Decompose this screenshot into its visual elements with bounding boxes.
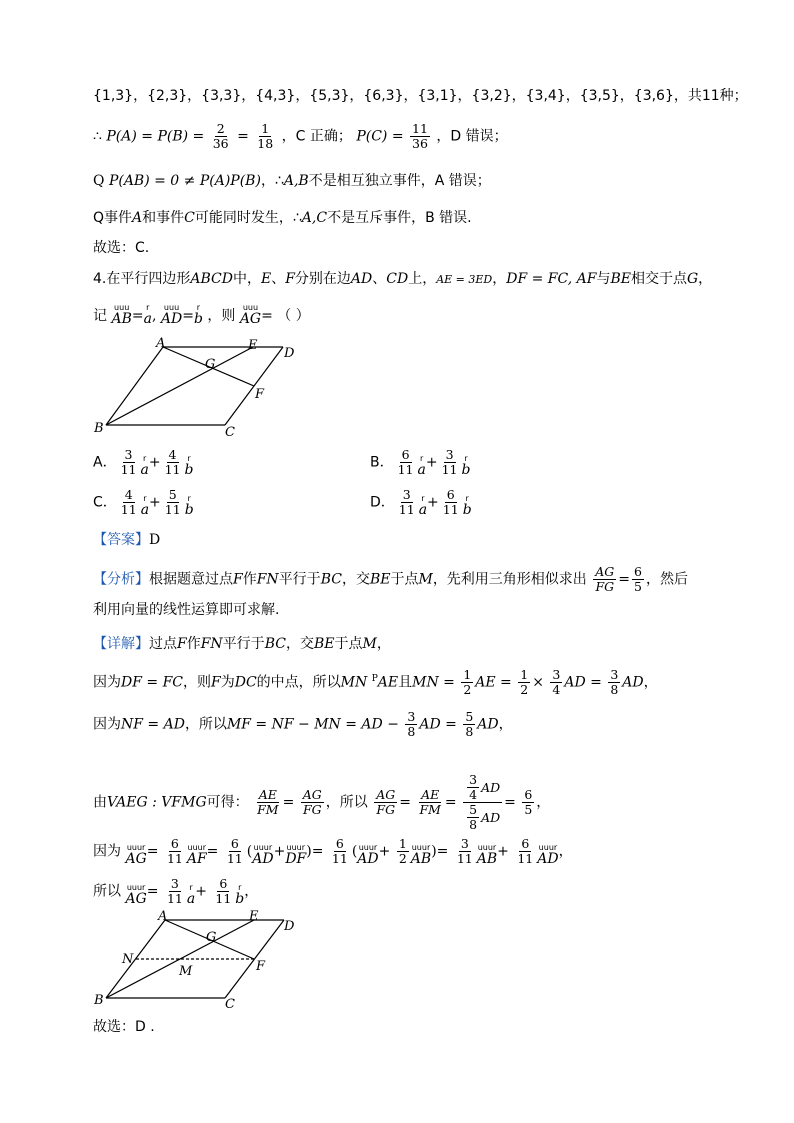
detail-line-2: 因为DF = FC，则F为DC的中点，所以MN $^P$AE且MN = $\frac{1}{2}$ AE = $\frac{1}{2}$ × $\frac{3}{4}$ AD = $\frac{3}{8}$ AD， <box>93 667 658 697</box>
vector-ad: uuu AD <box>160 303 183 327</box>
analysis-line-2: 利用向量的线性运算即可求解. <box>93 602 280 618</box>
label-g: G <box>205 357 216 372</box>
label-g: G <box>206 930 217 945</box>
detail-line-1: 【详解】过点F作FN平行于BC，交BE于点M， <box>93 636 391 652</box>
label-f: F <box>256 959 266 974</box>
label-d: D <box>284 919 295 934</box>
label-b: B <box>94 993 104 1008</box>
parallelogram-figure-2 <box>88 908 308 1013</box>
question-4-vectors: 记 uuu AB = r a , uuu AD = r b ，则 uuu AG = （ ） <box>93 303 310 327</box>
choice-c-line: 故选：C. <box>93 240 150 256</box>
option-a[interactable]: A． $\frac{3}{11}$ r a + $\frac{4}{11}$ r b <box>93 447 194 478</box>
final-answer-line: 故选：D . <box>93 1019 155 1035</box>
vector-ag: uuu AG <box>239 303 262 327</box>
analysis-line-1: 【分析】根据题意过点F作FN平行于BC，交BE于点M，先利用三角形相似求出 $\frac{AG}{FG}$ = $\frac{6}{5}$ ，然后 <box>93 564 688 594</box>
label-a: A <box>156 336 166 351</box>
label-d: D <box>284 346 295 361</box>
sample-space-line: {1,3}，{2,3}，{3,3}，{4,3}，{5,3}，{6,3}，{3,1}，{3,2}，{3,4}，{3,5}，{3,6}，共11种； <box>93 88 748 104</box>
label-m: M <box>179 964 193 979</box>
label-c: C <box>225 997 235 1012</box>
detail-line-3: 因为NF = AD，所以MF = NF − MN = AD − $\frac{3}{8}$ AD = $\frac{5}{8}$ AD， <box>93 709 513 739</box>
label-a: A <box>158 909 168 924</box>
detail-line-4: 由VAEG : VFMG可得： $\frac{AE}{FM}$ = $\frac{AG}{FG}$ ，所以 $\frac{AG}{FG}$ = $\frac{AE}{FM}$ = $\frac{3}{4}$ AD $\frac{5}{8}$ AD = $\frac{6}{5}$ ， <box>93 772 551 832</box>
probability-line: ∴ P(A) = P(B) = $\frac{2}{36}$ = $\frac{1}{18}$ ，C 正确； P(C) = $\frac{11}{36}$ ，D 错误； <box>93 121 508 151</box>
independence-line: Q P(AB) = 0 ≠ P(A)P(B)，∴A,B不是相互独立事件，A 错误； <box>93 173 491 189</box>
label-b: B <box>94 421 104 436</box>
answer-tag: 【答案】 <box>93 532 149 548</box>
option-c[interactable]: C． $\frac{4}{11}$ r a + $\frac{5}{11}$ r b <box>93 487 194 518</box>
answer-line: 【答案】D <box>93 532 161 548</box>
compound-fraction: $\frac{3}{4}$ AD $\frac{5}{8}$ AD <box>463 773 502 832</box>
fraction: $\frac{2}{36}$ <box>212 121 229 151</box>
therefore-symbol: ∴ <box>93 128 102 145</box>
detail-line-6: 所以 uuur AG = $\frac{3}{11}$ r a + $\frac{6}{11}$ r b ， <box>93 876 259 907</box>
parallelogram-figure-1 <box>88 335 308 440</box>
label-f: F <box>255 387 265 402</box>
option-d[interactable]: D． $\frac{3}{11}$ r a + $\frac{6}{11}$ r b <box>370 487 472 518</box>
label-e: E <box>248 338 258 353</box>
fraction: $\frac{1}{18}$ <box>257 121 274 151</box>
option-b[interactable]: B． $\frac{6}{11}$ r a + $\frac{3}{11}$ r b <box>370 447 471 478</box>
question-4-stem: 4.在平行四边形ABCD中，E、F分别在边AD、CD上，AE = 3ED，DF = FC, AF与BE相交于点G， <box>93 271 713 287</box>
fraction: $\frac{11}{36}$ <box>412 121 428 151</box>
mutual-exclusion-line: Q事件A和事件C可能同时发生，∴A,C不是互斥事件，B 错误. <box>93 210 472 226</box>
analysis-tag: 【分析】 <box>93 571 149 588</box>
label-c: C <box>225 425 235 440</box>
detail-line-5: 因为 uuur AG = $\frac{6}{11}$ uuur AF = $\frac{6}{11}$ ( uuur AD + uuur DF )= $\frac{6}{11}$ ( uuur AD + $\frac{1}{2}$ uuur AB )= $\frac{3}{11}$ uuur AB + $\frac{6}{11}$ uuur AD ， <box>93 836 573 867</box>
label-n: N <box>122 952 134 967</box>
detail-tag: 【详解】 <box>93 636 149 652</box>
label-e: E <box>249 909 259 924</box>
vector-ab: uuu AB <box>111 303 132 327</box>
